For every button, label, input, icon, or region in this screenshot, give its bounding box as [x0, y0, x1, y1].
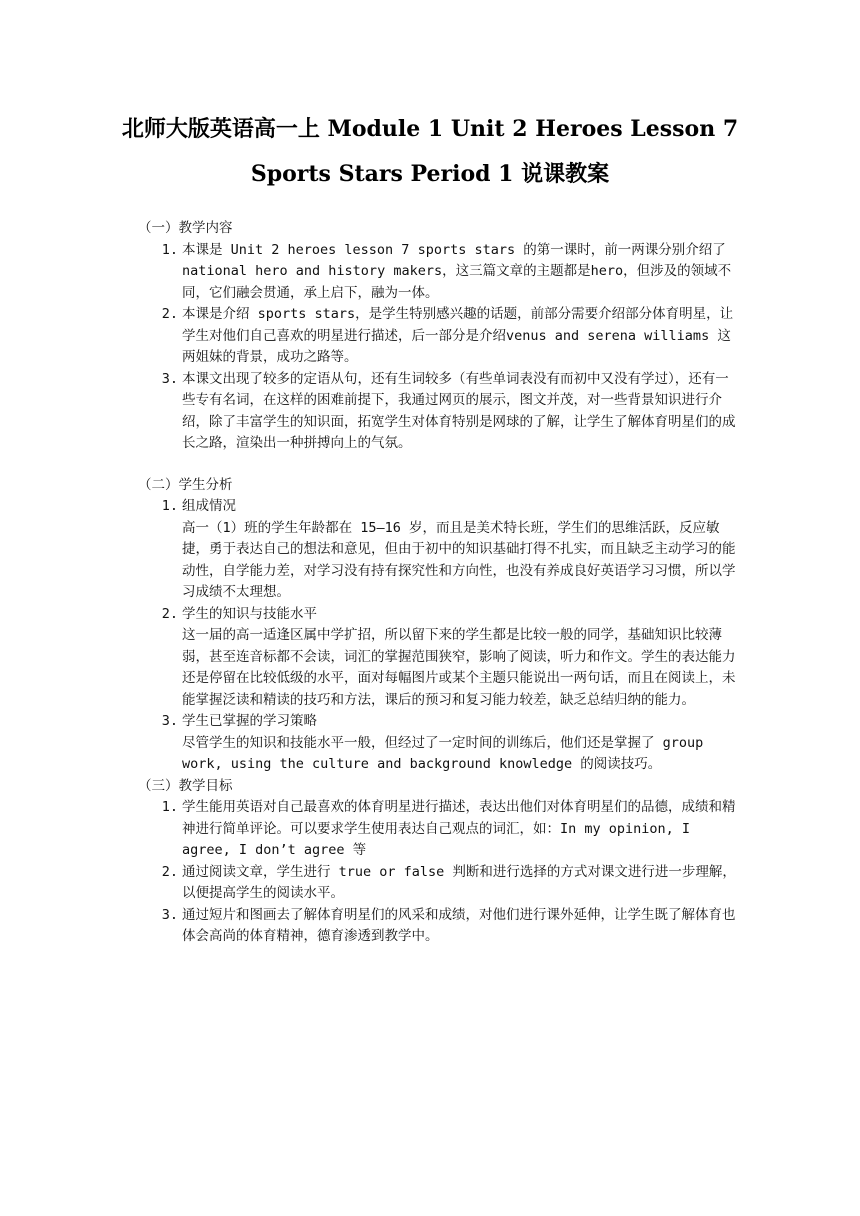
- list-item: [138, 862, 738, 905]
- item-number: 3.: [161, 370, 178, 387]
- list-item: [138, 604, 738, 626]
- list-item: [138, 369, 738, 455]
- list-item: [138, 304, 738, 369]
- item-text: 学生的知识与技能水平: [182, 605, 317, 622]
- list-item: [138, 496, 738, 518]
- list-item: [138, 711, 738, 733]
- item-text: 学生能用英语对自己最喜欢的体育明星进行描述，表达出他们对体育明星们的品德，成绩和精神进行简单评论。可以要求学生使用表达自己观点的词汇，如：In my opinion, I agree, I don’t agree 等: [182, 799, 736, 858]
- item-number: 2.: [161, 605, 178, 622]
- item-number: 1.: [161, 799, 178, 815]
- item-paragraph: 高一（1）班的学生年龄都在 15—16 岁，而且是美术特长班，学生们的思维活跃，反应敏捷，勇于表达自己的想法和意见，但由于初中的知识基础打得不扎实，而且缺乏主动学习的能动性，自学能力差，对学习没有持有探究性和方向性，也没有养成良好英语学习习惯，所以学习成绩不太理想。: [182, 519, 736, 600]
- list-item: [138, 240, 738, 305]
- item-number: 2.: [161, 306, 178, 322]
- item-text: 组成情况: [182, 498, 236, 514]
- item-number: 2.: [161, 863, 178, 880]
- item-number: 3.: [161, 713, 178, 729]
- item-number: 3.: [161, 906, 178, 923]
- section-spacer: [138, 455, 738, 475]
- item-paragraph: 这一届的高一适逢区属中学扩招，所以留下来的学生都是比较一般的同学，基础知识比较薄弱，甚至连音标都不会读，词汇的掌握范围狭窄，影响了阅读，听力和作文。学生的表达能力还是停留在比较低级的水平，面对每幅图片或某个主题只能说出一两句话，而且在阅读上，未能掌握泛读和精读的技巧和方法，课后的预习和复习能力较差，缺乏总结归纳的能力。: [182, 627, 736, 708]
- list-item: [138, 905, 738, 948]
- item-text: 学生已掌握的学习策略: [182, 713, 317, 729]
- item-paragraph: 尽管学生的知识和技能水平一般，但经过了一定时间的训练后，他们还是掌握了 group work, using the culture and background knowledge 的阅读技巧。: [182, 734, 704, 772]
- item-text: 通过短片和图画去了解体育明星们的风采和成绩，对他们进行课外延伸，让学生既了解体育也体会高尚的体育精神，德育渗透到教学中。: [182, 906, 736, 944]
- item-text: 本课是 Unit 2 heroes lesson 7 sports stars 的第一课时，前一两课分别介绍了 national hero and history makers，这三篇文章的主题都是hero，但涉及的领域不同，它们融会贯通，承上启下，融为一体。: [182, 241, 732, 301]
- item-text: 通过阅读文章，学生进行 true or false 判断和进行选择的方式对课文进行进一步理解，以便提高学生的阅读水平。: [182, 863, 736, 901]
- item-number: 1.: [161, 241, 178, 258]
- document-body: [138, 218, 738, 948]
- section-heading-teaching-objectives: （三）教学目标: [138, 777, 233, 794]
- list-item: [138, 797, 738, 862]
- item-text: 本课是介绍 sports stars，是学生特别感兴趣的话题，前部分需要介绍部分体育明星，让学生对他们自己喜欢的明星进行描述，后一部分是介绍venus and serena williams 这两姐妹的背景，成功之路等。: [182, 306, 734, 365]
- item-text: 本课文出现了较多的定语从句，还有生词较多（有些单词表没有而初中又没有学过），还有一些专有名词，在这样的困难前提下，我通过网页的展示，图文并茂，对一些背景知识进行介绍，除了丰富学生的知识面，拓宽学生对体育特别是网球的了解，让学生了解体育明星们的成长之路，渲染出一种拼搏向上的气氛。: [182, 370, 736, 451]
- document-title-line-2: Sports Stars Period 1 说课教案: [250, 161, 610, 187]
- section-heading-student-analysis: （二）学生分析: [138, 476, 233, 493]
- document-title-line-1: 北师大版英语高一上 Module 1 Unit 2 Heroes Lesson 7: [121, 116, 739, 142]
- item-number: 1.: [161, 498, 178, 514]
- section-heading-teaching-content: （一）教学内容: [138, 220, 233, 236]
